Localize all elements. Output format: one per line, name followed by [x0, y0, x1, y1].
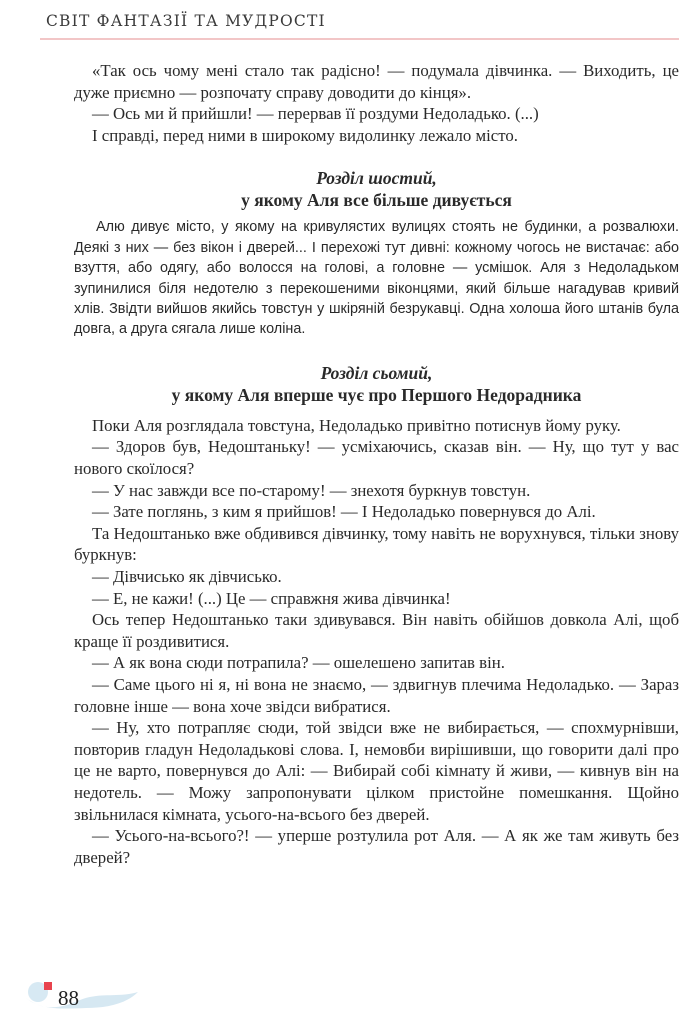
wave-decoration	[22, 972, 152, 1012]
story-paragraph: — У нас завжди все по-старому! — знехотя буркнув товстун.	[92, 480, 531, 500]
story-paragraph: — Саме цього ні я, ні вона не знаємо, — здвигнув плечима Недоладько. — Зараз головне інше — вона хоче звідси вибратися.	[74, 674, 679, 716]
running-header: СВІТ ФАНТАЗІЇ ТА МУДРОСТІ	[46, 12, 326, 30]
story-paragraph: Ось тепер Недоштанько таки здивувався. Він навіть обійшов довкола Алі, щоб краще її роздивитися.	[74, 610, 679, 651]
intro-paragraph: «Так ось чому мені стало так радісно! — подумала дівчинка. — Виходить, це дуже приємно — розпочату справу доводити до кінця».	[74, 61, 679, 102]
story-paragraph: Поки Аля розглядала товстуна, Недоладько привітно потиснув йому руку.	[92, 415, 621, 435]
story-paragraph: Та Недоштанько вже обдивився дівчинку, тому навіть не ворухнувся, тільки знову буркнув:	[74, 523, 679, 565]
chapter-6-summary: Алю дивує місто, у якому на кривулястих вулицях стоять не будинки, а розвалюхи. Деякі з них — без вікон і дверей... І перехожі тут дивні: кожному чогось не вистачає: або взуття, або одягу, або волосся на голові, а головне — усмішок. Аля з Недоладьком зупинилися біля недотелю з перекошеними віконцями, який більше нагадував кривий хлів. Звідти вийшов якийсь товстун у шкіряній безрукавці. Одна холоша його штанів була довга, а друга сягала лише коліна.	[74, 219, 679, 338]
intro-paragraph: — Ось ми й прийшли! — перервав її роздуми Недоладько. (...)	[92, 104, 539, 124]
story-paragraph: — Дівчисько як дівчисько.	[92, 566, 282, 586]
page-number: 88	[58, 986, 79, 1010]
story-paragraph: — Ну, хто потрапляє сюди, той звідси вже не вибирається, — спохмурнівши, повторив гладун Недоладькові слова. І, немовби вирішивши, що говорити далі про це не варто, повернувся до Алі: — Вибирай собі кімнату й живи, — кивнув він на недотель. — Можу запропонувати цілком пристойне помешкання. Щойно звільнилася кімната, усього-на-всього без дверей.	[74, 718, 679, 824]
intro-paragraph: І справді, перед ними в широкому видолинку лежало місто.	[92, 125, 518, 145]
story-paragraph: — Зате поглянь, з ким я прийшов! — І Недоладько повернувся до Алі.	[92, 502, 596, 522]
story-paragraph: — А як вона сюди потрапила? — ошелешено запитав він.	[92, 653, 505, 673]
chapter-6-heading	[74, 167, 679, 211]
header-divider	[40, 38, 679, 40]
page-marker-square	[44, 982, 52, 990]
chapter-7-title: Розділ сьомий,	[320, 362, 433, 383]
chapter-6-title: Розділ шостий,	[316, 168, 437, 189]
story-paragraph: — Е, не кажи! (...) Це — справжня жива дівчинка!	[92, 588, 451, 608]
chapter-7-subtitle: у якому Аля вперше чує про Першого Недорадника	[171, 384, 582, 405]
page-body	[74, 60, 679, 868]
story-paragraph: — Здоров був, Недоштаньку! — усміхаючись, сказав він. — Ну, що тут у вас нового скоїлося?	[74, 437, 679, 478]
story-paragraph: — Усього-на-всього?! — уперше розтулила рот Аля. — А як же там живуть без дверей?	[74, 826, 679, 867]
chapter-6-subtitle: у якому Аля все більше дивується	[241, 190, 512, 211]
chapter-7-heading	[74, 362, 679, 406]
